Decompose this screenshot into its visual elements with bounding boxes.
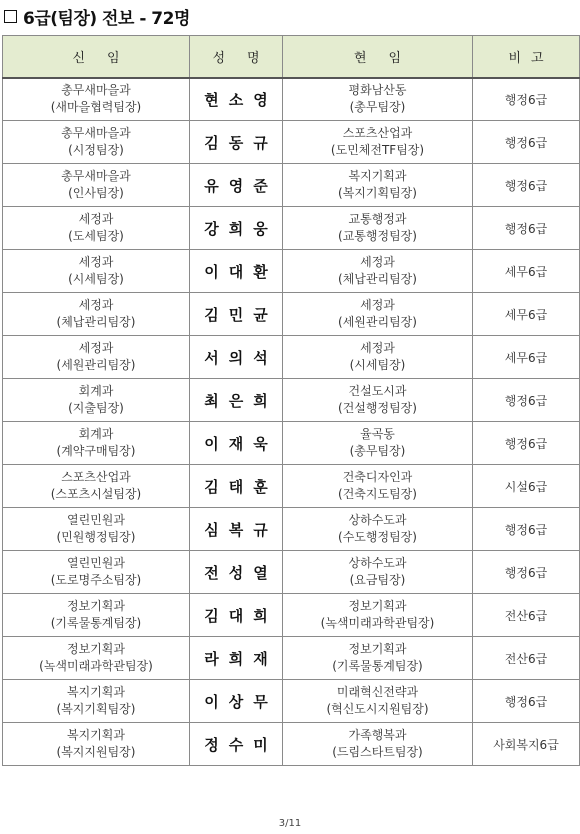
new-post-cell — [3, 680, 190, 723]
current-post-cell — [283, 293, 473, 336]
current-post-team: (건설행정팀장) — [338, 401, 417, 415]
table-row — [3, 250, 580, 293]
person-name: 심복규 — [190, 508, 283, 551]
current-post-team: (도민체전TF팀장) — [330, 143, 425, 157]
header-new-post: 신임 — [3, 36, 190, 78]
grade-note: 행정6급 — [473, 379, 580, 422]
grade-note: 행정6급 — [473, 78, 580, 121]
new-post-dept: 총무새마을과 — [61, 169, 131, 183]
current-post-cell — [283, 637, 473, 680]
current-post-dept: 복지기획과 — [348, 169, 407, 183]
current-post-cell — [283, 594, 473, 637]
table-header-row — [3, 36, 580, 78]
table-row — [3, 680, 580, 723]
current-post-dept: 정보기획과 — [348, 599, 407, 613]
new-post-cell — [3, 637, 190, 680]
person-name: 이대환 — [190, 250, 283, 293]
personnel-transfer-table — [2, 35, 580, 766]
grade-note: 세무6급 — [473, 250, 580, 293]
new-post-dept: 총무새마을과 — [61, 83, 131, 98]
new-post-dept: 복지기획과 — [67, 728, 125, 742]
current-post-dept: 가족행복과 — [348, 728, 407, 742]
table-row — [3, 293, 580, 336]
new-post-dept: 세정과 — [78, 212, 114, 226]
current-post-team: (교통행정팀장) — [338, 229, 417, 243]
current-post-dept: 상하수도과 — [348, 556, 407, 570]
new-post-dept: 회계과 — [78, 427, 114, 441]
person-name: 현소영 — [190, 78, 283, 121]
new-post-team: (복지지원팀장) — [56, 745, 136, 759]
current-post-dept: 평화남산동 — [348, 83, 407, 98]
person-name: 김대희 — [190, 594, 283, 637]
new-post-team: (스포츠시설팀장) — [50, 487, 142, 501]
current-post-team: (시세팀장) — [349, 358, 406, 372]
current-post-team: (혁신도시지원팀장) — [326, 702, 429, 716]
table-row — [3, 637, 580, 680]
current-post-dept: 미래혁신전략과 — [336, 685, 419, 699]
new-post-dept: 총무새마을과 — [61, 126, 131, 140]
new-post-dept: 복지기획과 — [67, 685, 125, 699]
page-title-text: 6급(팀장) 전보 - 72명 — [23, 8, 190, 29]
new-post-team: (녹색미래과학관팀장) — [39, 659, 153, 673]
grade-note: 행정6급 — [473, 121, 580, 164]
table-row — [3, 78, 580, 121]
current-post-cell — [283, 508, 473, 551]
table-body — [3, 78, 580, 766]
current-post-cell — [283, 723, 473, 766]
current-post-cell — [283, 207, 473, 250]
new-post-dept: 회계과 — [78, 384, 114, 398]
current-post-team: (세원관리팀장) — [338, 315, 417, 329]
grade-note: 시설6급 — [473, 465, 580, 508]
new-post-dept: 세정과 — [78, 255, 114, 269]
grade-note: 행정6급 — [473, 508, 580, 551]
table-row — [3, 551, 580, 594]
new-post-cell — [3, 594, 190, 637]
new-post-cell — [3, 207, 190, 250]
person-name: 김태훈 — [190, 465, 283, 508]
table-row — [3, 422, 580, 465]
current-post-team: (건축지도팀장) — [338, 487, 417, 501]
page-number: 3/11 — [278, 818, 302, 829]
new-post-cell — [3, 121, 190, 164]
new-post-cell — [3, 508, 190, 551]
current-post-cell — [283, 164, 473, 207]
person-name: 이상무 — [190, 680, 283, 723]
new-post-cell — [3, 551, 190, 594]
current-post-cell — [283, 680, 473, 723]
new-post-team: (시세팀장) — [68, 272, 124, 286]
current-post-dept: 세정과 — [360, 255, 395, 269]
table-row — [3, 723, 580, 766]
current-post-dept: 상하수도과 — [348, 513, 407, 527]
new-post-team: (복지기획팀장) — [56, 702, 136, 716]
current-post-team: (드림스타트팀장) — [332, 745, 423, 759]
table-row — [3, 121, 580, 164]
person-name: 정수미 — [190, 723, 283, 766]
current-post-team: (총무팀장) — [349, 100, 406, 115]
current-post-cell — [283, 422, 473, 465]
current-post-cell — [283, 379, 473, 422]
current-post-team: (체납관리팀장) — [338, 272, 417, 286]
table-row — [3, 336, 580, 379]
current-post-dept: 율곡동 — [360, 427, 395, 441]
table-row — [3, 508, 580, 551]
grade-note: 행정6급 — [473, 680, 580, 723]
new-post-team: (도로명주소팀장) — [50, 573, 142, 587]
new-post-dept: 세정과 — [78, 298, 114, 312]
person-name: 김동규 — [190, 121, 283, 164]
new-post-dept: 스포츠산업과 — [61, 470, 131, 484]
current-post-cell — [283, 551, 473, 594]
new-post-cell — [3, 422, 190, 465]
current-post-team: (복지기획팀장) — [338, 186, 417, 200]
header-current-post: 현임 — [283, 36, 473, 78]
grade-note: 행정6급 — [473, 164, 580, 207]
current-post-cell — [283, 336, 473, 379]
header-name: 성명 — [190, 36, 283, 78]
person-name: 이재욱 — [190, 422, 283, 465]
current-post-dept: 교통행정과 — [348, 212, 407, 226]
current-post-cell — [283, 250, 473, 293]
current-post-cell — [283, 78, 473, 121]
current-post-team: (녹색미래과학관팀장) — [320, 616, 435, 630]
current-post-team: (수도행정팀장) — [338, 530, 417, 544]
current-post-dept: 정보기획과 — [348, 642, 407, 656]
new-post-team: (새마을협력팀장) — [50, 100, 142, 115]
person-name: 최은희 — [190, 379, 283, 422]
table-row — [3, 164, 580, 207]
person-name: 라희재 — [190, 637, 283, 680]
new-post-cell — [3, 250, 190, 293]
header-note: 비고 — [473, 36, 580, 78]
grade-note: 세무6급 — [473, 293, 580, 336]
new-post-team: (인사팀장) — [68, 186, 124, 200]
person-name: 유영준 — [190, 164, 283, 207]
current-post-team: (요금팀장) — [349, 573, 406, 587]
new-post-cell — [3, 379, 190, 422]
new-post-team: (기록물통계팀장) — [50, 616, 142, 630]
table-row — [3, 465, 580, 508]
current-post-dept: 세정과 — [360, 341, 395, 355]
current-post-dept: 건축디자인과 — [342, 470, 413, 484]
new-post-team: (도세팀장) — [68, 229, 124, 243]
new-post-dept: 세정과 — [78, 341, 114, 355]
new-post-team: (민원행정팀장) — [56, 530, 136, 544]
current-post-team: (총무팀장) — [349, 444, 406, 458]
grade-note: 사회복지6급 — [473, 723, 580, 766]
grade-note: 세무6급 — [473, 336, 580, 379]
page-title — [4, 4, 190, 28]
new-post-team: (시정팀장) — [68, 143, 124, 157]
grade-note: 전산6급 — [473, 594, 580, 637]
new-post-dept: 정보기획과 — [67, 599, 125, 613]
grade-note: 행정6급 — [473, 551, 580, 594]
current-post-dept: 스포츠산업과 — [342, 126, 413, 140]
new-post-team: (세원관리팀장) — [56, 358, 136, 372]
table-row — [3, 207, 580, 250]
new-post-dept: 열린민원과 — [67, 556, 125, 570]
new-post-cell — [3, 164, 190, 207]
new-post-cell — [3, 78, 190, 121]
checkbox-square-icon — [4, 10, 17, 23]
current-post-dept: 세정과 — [360, 298, 395, 312]
new-post-team: (체납관리팀장) — [56, 315, 136, 329]
new-post-dept: 정보기획과 — [67, 642, 125, 656]
table-row — [3, 379, 580, 422]
table-row — [3, 594, 580, 637]
current-post-team: (기록물통계팀장) — [332, 659, 423, 673]
person-name: 김민균 — [190, 293, 283, 336]
person-name: 서의석 — [190, 336, 283, 379]
new-post-team: (계약구매팀장) — [56, 444, 136, 458]
current-post-cell — [283, 465, 473, 508]
new-post-cell — [3, 723, 190, 766]
grade-note: 행정6급 — [473, 207, 580, 250]
new-post-team: (지출팀장) — [68, 401, 124, 415]
new-post-cell — [3, 465, 190, 508]
new-post-dept: 열린민원과 — [67, 513, 125, 527]
new-post-cell — [3, 336, 190, 379]
person-name: 강희웅 — [190, 207, 283, 250]
grade-note: 전산6급 — [473, 637, 580, 680]
person-name: 전성열 — [190, 551, 283, 594]
new-post-cell — [3, 293, 190, 336]
current-post-cell — [283, 121, 473, 164]
grade-note: 행정6급 — [473, 422, 580, 465]
current-post-dept: 건설도시과 — [348, 384, 407, 398]
